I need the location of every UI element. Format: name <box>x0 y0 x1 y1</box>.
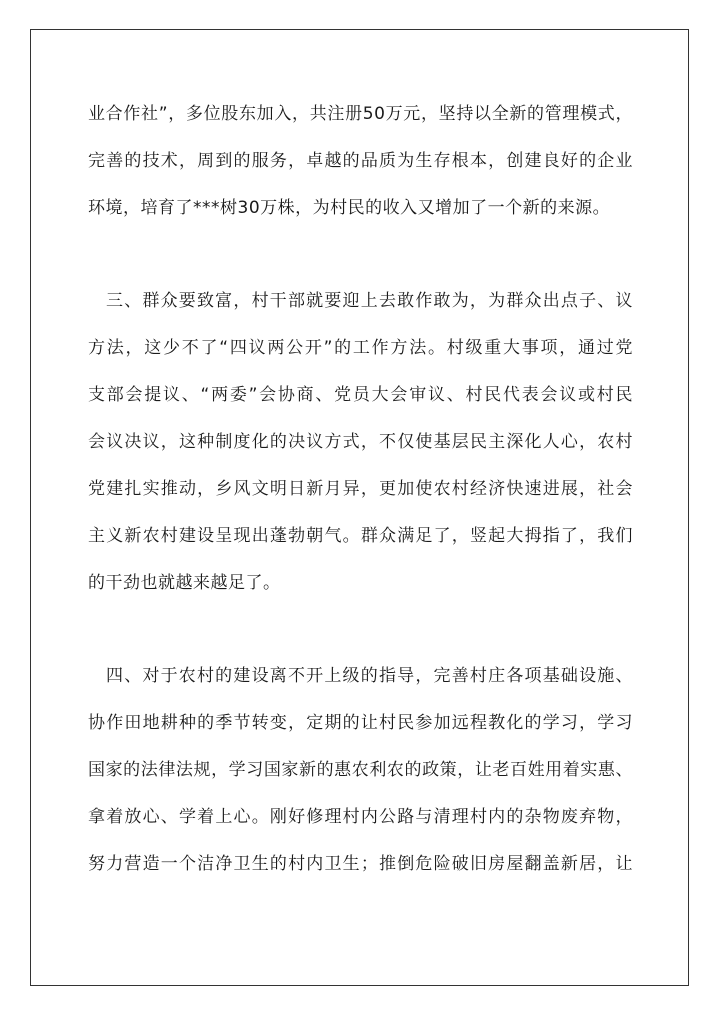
paragraph-line: 业合作社”，多位股东加入，共注册50万元，坚持以全新的管理模式， <box>88 104 633 124</box>
paragraph-line: 支部会提议、“两委”会协商、党员大会审议、村民代表会议或村民 <box>88 385 633 405</box>
paragraph-line: 环境，培育了***树30万株，为村民的收入又增加了一个新的来源。 <box>88 198 611 218</box>
paragraph-line: 主义新农村建设呈现出蓬勃朝气。群众满足了，竖起大拇指了，我们 <box>88 526 633 546</box>
paragraph-line: 会议决议，这种制度化的决议方式，不仅使基层民主深化人心，农村 <box>88 432 633 452</box>
paragraph-line: 国家的法律法规，学习国家新的惠农利农的政策，让老百姓用着实惠、 <box>88 760 633 780</box>
section-four-first-line: 四、对于农村的建设离不开上级的指导，完善村庄各项基础设施、 <box>106 666 633 686</box>
paragraph-line: 方法，这少不了“四议两公开”的工作方法。村级重大事项，通过党 <box>88 338 633 358</box>
paragraph-line: 拿着放心、学着上心。刚好修理村内公路与清理村内的杂物废弃物， <box>88 807 633 827</box>
paragraph-line: 努力营造一个洁净卫生的村内卫生；推倒危险破旧房屋翻盖新居，让 <box>88 854 633 874</box>
paragraph-line: 协作田地耕种的季节转变，定期的让村民参加远程教化的学习，学习 <box>88 713 633 733</box>
paragraph-line: 的干劲也就越来越足了。 <box>88 573 281 593</box>
page-border <box>30 29 689 986</box>
paragraph-line: 党建扎实推动，乡风文明日新月异，更加使农村经济快速进展，社会 <box>88 479 633 499</box>
paragraph-line: 完善的技术，周到的服务，卓越的品质为生存根本，创建良好的企业 <box>88 151 633 171</box>
section-three-first-line: 三、群众要致富，村干部就要迎上去敢作敢为，为群众出点子、议 <box>106 291 633 311</box>
